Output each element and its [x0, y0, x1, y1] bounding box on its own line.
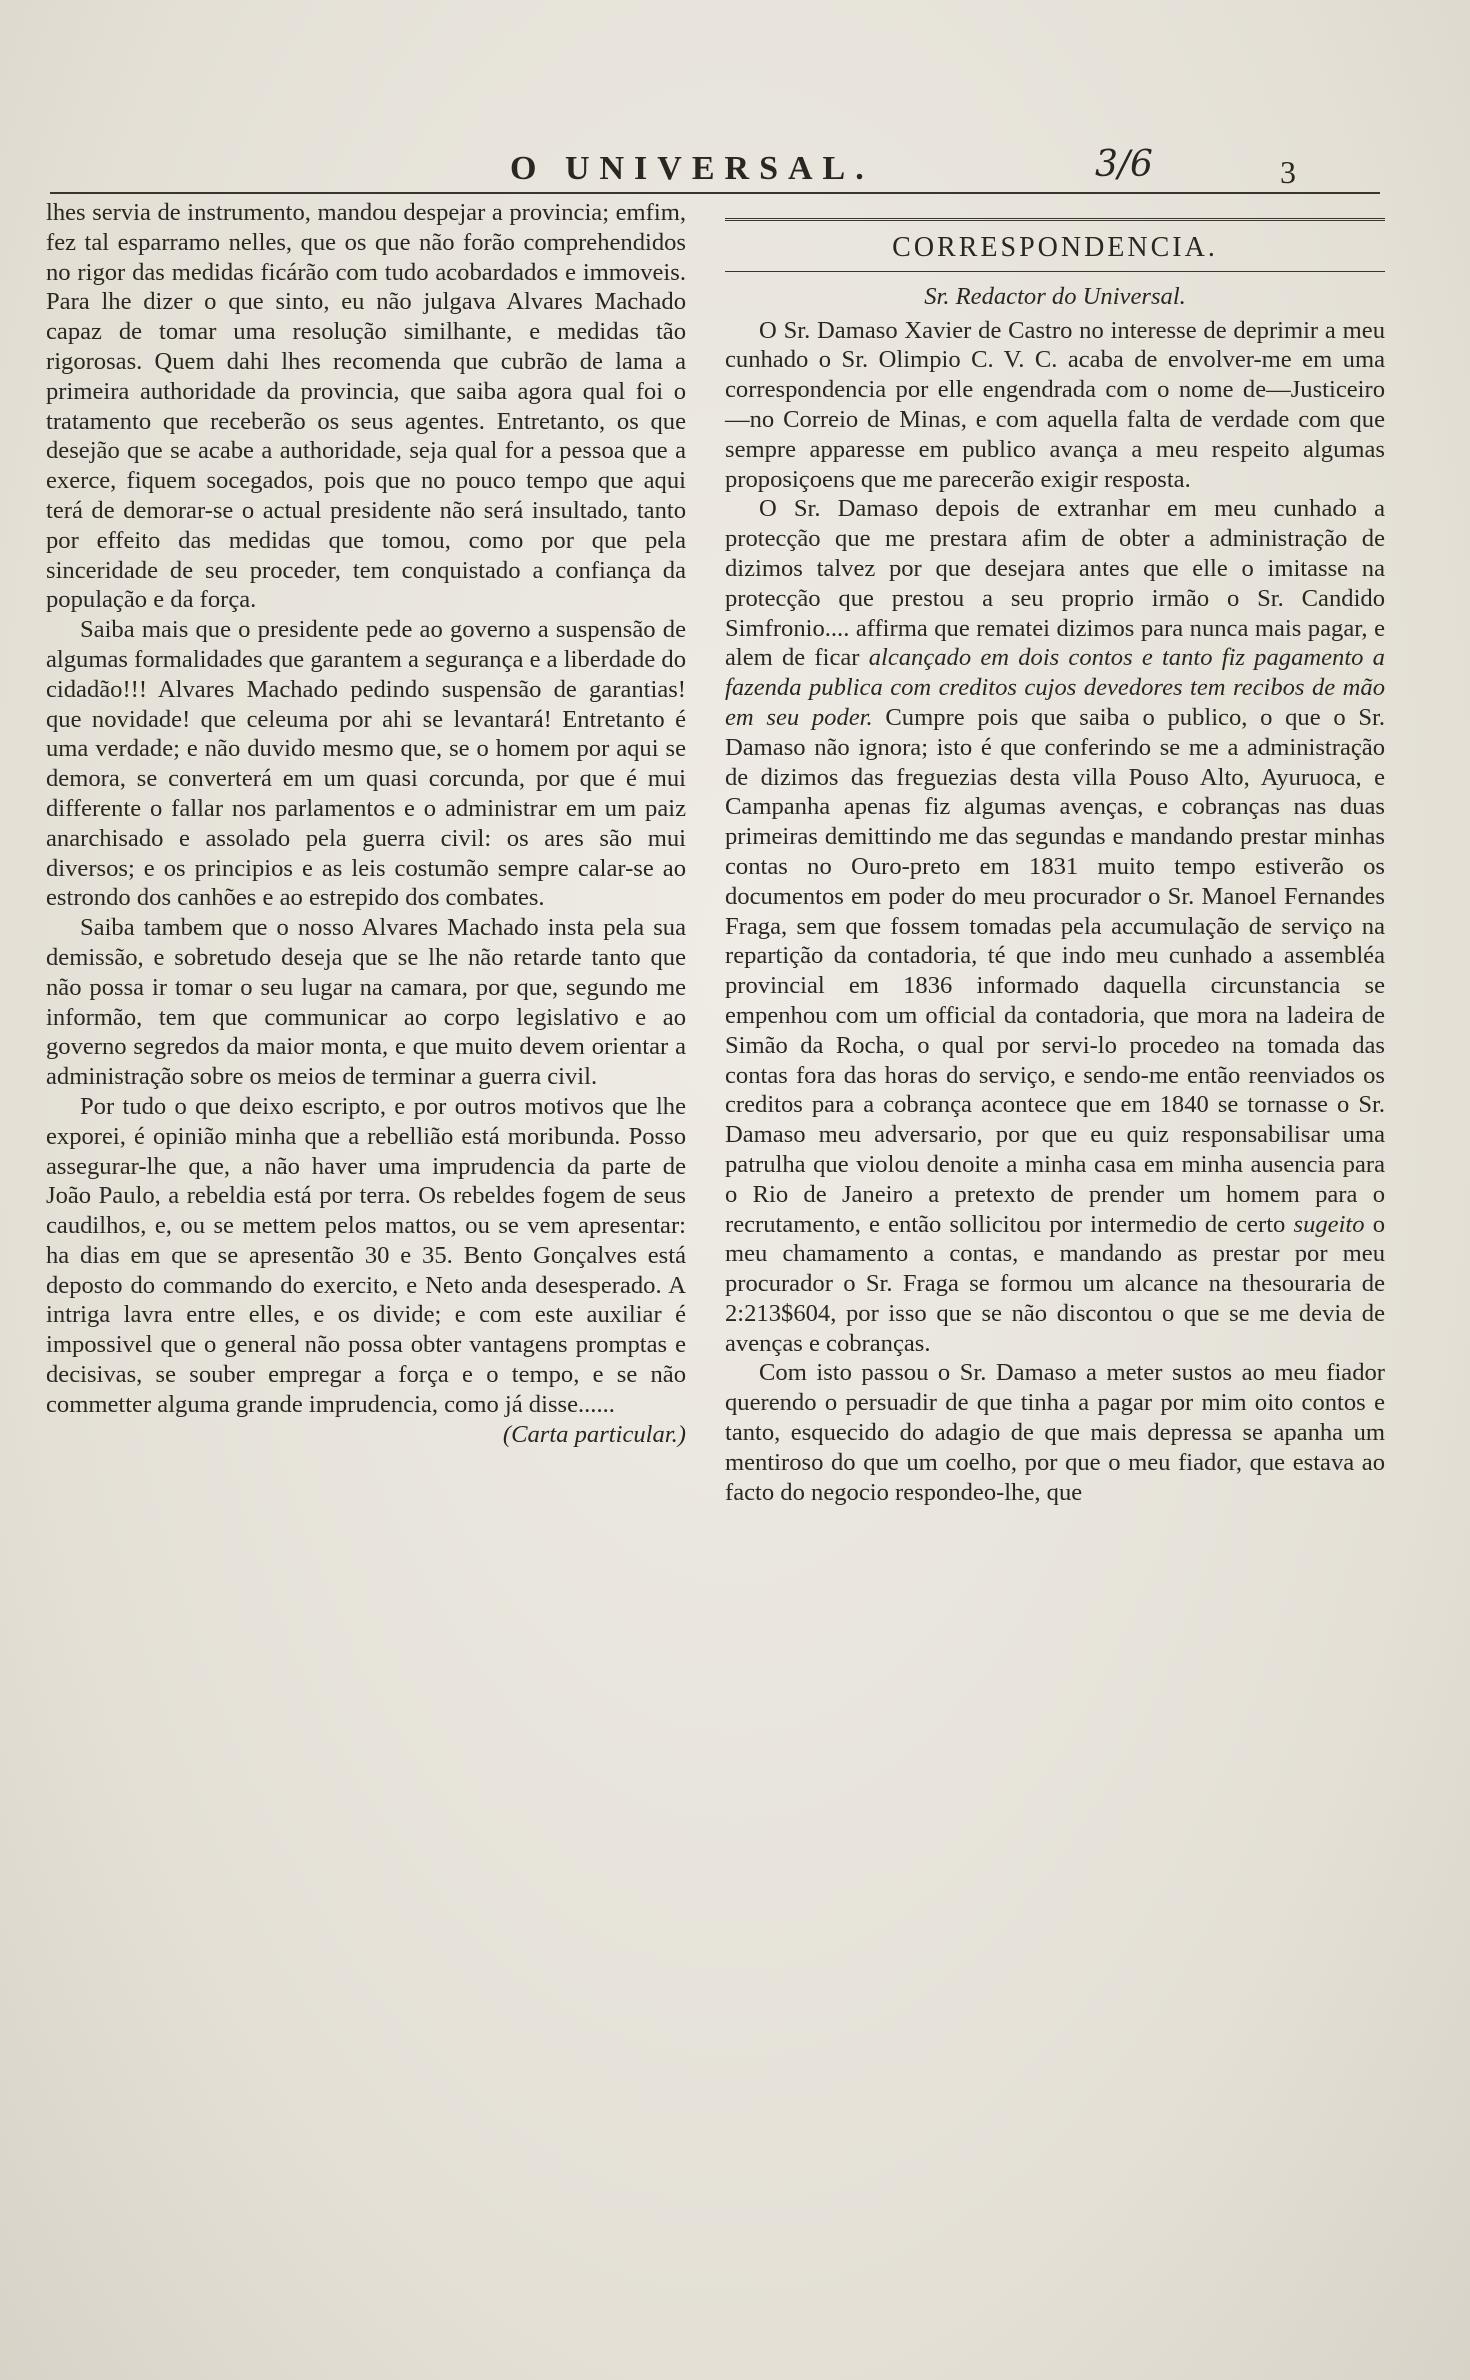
- right-paragraph-1: O Sr. Damaso Xavier de Castro no interesse de deprimir a meu cunhado o Sr. Olimpio C. V. C. acaba de envolver-me em uma correspondencia por elle engendrada com o nome de—Justiceiro—no Correio de Minas, e com aquella falta de verdade com que sempre apparesse em publico avança a meu respeito algumas proposiçoens que me parecerão exigir resposta.: [725, 316, 1385, 493]
- header-rule: [50, 192, 1380, 194]
- text-run: Cumpre pois que saiba o publico, o que o Sr. Damaso não ignora; isto é que conferindo se me a administração de dizimos das freguezias desta villa Pouso Alto, Ayuruoca, e Campanha apenas fiz algumas avenças, e cobranças nas duas primeiras demittindo me das segundas e mandando prestar minhas contas no Ouro-preto em 1831 muito tempo estiverão os documentos em poder do meu procurador o Sr. Manoel Fernandes Fraga, sem que fossem tomadas pela accumulação de serviço na repartição da contadoria, té que indo meu cunhado a assembléa provincial em 1836 informado daquella circunstancia se empenhou com um official da contadoria, que mora na ladeira de Simão da Rocha, o qual por servi-lo procedeo na tomada das contas fora das horas do serviço, e sendo-me então reenviados os creditos para a cobrança acontece que em 1840 se tornasse o Sr. Damaso meu adversario, por que eu quiz responsabilisar uma patrulha que violou denoite a minha casa em minha ausencia para o Rio de Janeiro a pretexto de prender um homem para o recrutamento, e então sollicitou por intermedio de certo: [725, 703, 1385, 1238]
- section-title: CORRESPONDENCIA.: [892, 232, 1218, 263]
- left-paragraph-3: Saiba tambem que o nosso Alvares Machado insta pela sua demissão, e sobretudo deseja que se lhe não retarde tanto que não possa ir tomar o seu lugar na camara, por que, segundo me informão, tem que communicar ao corpo legislativo e ao governo segredos da maior monta, e que muito devem orientar a administração sobre os meios de terminar a guerra civil.: [46, 914, 686, 1091]
- right-paragraph-3: Com isto passou o Sr. Damaso a meter sustos ao meu fiador querendo o persuadir de que tinha a pagar por mim oito contos e tanto, esquecido do adagio de que mais depressa se apanha um mentiroso do que um coelho, por que o meu fiador, que estava ao facto do negocio respondeo-lhe, que: [725, 1359, 1385, 1506]
- text-run: o meu chamamento a contas, e mandando as prestar por meu procurador o Sr. Fraga se formou um alcance na thesouraria de 2:213$604, por isso que se não discontou o que se me devia de avenças e cobranças.: [725, 1210, 1385, 1357]
- italic-run: alcançado em dois contos e tanto fiz pagamento a fazenda publica com creditos cujos devedores tem recibos de mão em seu poder.: [725, 644, 1385, 731]
- page-number: 3: [1280, 154, 1296, 190]
- italic-run: sugeito: [1293, 1210, 1365, 1238]
- salutation: Sr. Redactor do Universal.: [924, 282, 1186, 310]
- left-column: [46, 198, 686, 1449]
- left-paragraph-2: Saiba mais que o presidente pede ao governo a suspensão de algumas formalidades que garantem a segurança e a liberdade do cidadão!!! Alvares Machado pedindo suspensão de garantias! que novidade! que celeuma por ahi se levantará! Entretanto é uma verdade; e não duvido mesmo que, se o homem por aqui se demora, se converterá em um quasi corcunda, por que é mui differente o fallar nos parlamentos e o administrar em um paiz anarchisado e assolado pela guerra civil: os ares são mui diversos; e os principios e as leis costumão sempre calar-se ao estrondo dos canhões e ao estrepido dos combates.: [46, 616, 686, 912]
- masthead: O UNIVERSAL.: [510, 150, 874, 187]
- right-paragraph-2: [725, 494, 1385, 1358]
- handwritten-mark: 3/6: [1095, 144, 1153, 185]
- left-paragraph-4: Por tudo o que deixo escripto, e por outros motivos que lhe exporei, é opinião minha que a rebellião está moribunda. Posso assegurar-lhe que, a não haver uma imprudencia da parte de João Paulo, a rebeldia está por terra. Os rebeldes fogem de seus caudilhos, e, ou se mettem pelos mattos, ou se vem apresentar: ha dias em que se apresentão 30 e 35. Bento Gonçalves está deposto do commando do exercito, e Neto anda desesperado. A intriga lavra entre elles, e os divide; e com este auxiliar é impossivel que o general não possa obter vantagens promptas e decisivas, se souber empregar a força e o tempo, e se não commetter alguma grande imprudencia, como já disse......: [46, 1092, 686, 1418]
- right-column: [725, 198, 1385, 1507]
- section-rule-top: [725, 218, 1385, 221]
- text-run: O Sr. Damaso depois de extranhar em meu cunhado a protecção que me prestara afim de obter a administração de dizimos talvez por que desejara antes que elle o imitasse na protecção que prestou a seu proprio irmão o Sr. Candido Simfronio.... affirma que rematei dizimos para nunca mais pagar, e alem de ficar: [725, 495, 1385, 672]
- section-rule-bottom: [725, 271, 1385, 272]
- left-paragraph-1: lhes servia de instrumento, mandou despejar a provincia; emfim, fez tal esparramo nelles, que os que não forão comprehendidos no rigor das medidas ficárão com tudo acobardados e immoveis. Para lhe dizer o que sinto, eu não julgava Alvares Machado capaz de tomar uma resolução similhante, e medidas tão rigorosas. Quem dahi lhes recomenda que cubrão de lama a primeira authoridade da provincia, que saiba agora qual foi o tratamento que receberão os seus agentes. Entretanto, os que desejão que se acabe a authoridade, seja qual for a pessoa que a exerce, fiquem socegados, pois que no pouco tempo que aqui terá de demorar-se o actual presidente não será insultado, tanto por effeito das medidas que tomou, como por que pela sinceridade de seu proceder, tem conquistado a confiança da população e da força.: [46, 199, 686, 614]
- signature-line: (Carta particular.): [502, 1420, 686, 1448]
